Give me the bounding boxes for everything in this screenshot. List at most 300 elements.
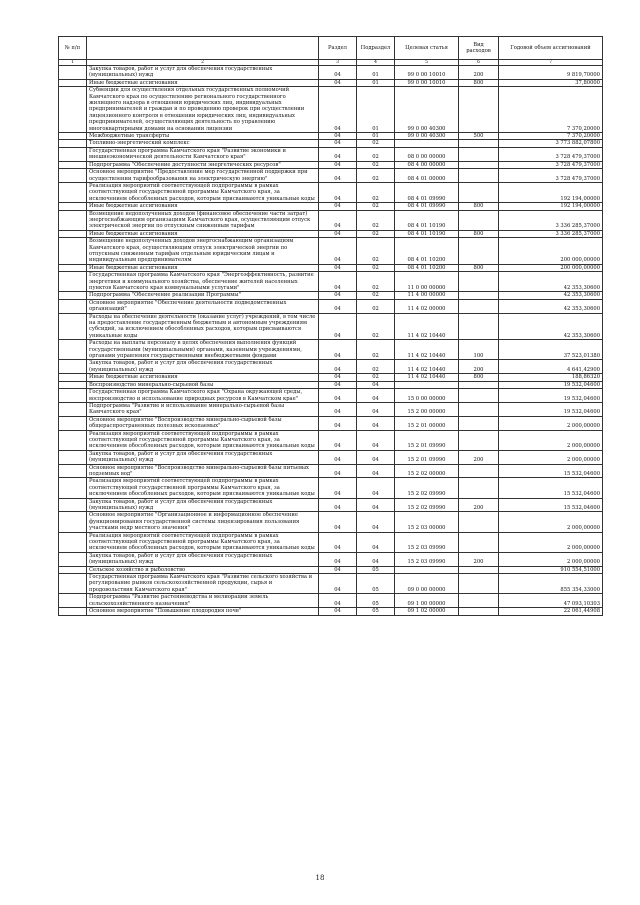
cell-name: Возмещение недополученных доходов энергоснабжающим организациям Камчатского края, осуществляющим отпуск электрической энергии по отпускным сниженным тарифам отдельным юридическим лицам и индивидуальным предпринимателям xyxy=(87,238,319,265)
header-target-article: Целевая статья xyxy=(395,37,459,60)
cell-name: Иные бюджетные ассигнования xyxy=(87,203,319,210)
cell-number xyxy=(59,416,87,430)
cell-razdel: 04 xyxy=(319,478,357,498)
cell-expense-type: 800 xyxy=(459,79,499,86)
cell-amount: 2 000,00000 xyxy=(499,430,603,450)
cell-podrazdel: 02 xyxy=(357,360,395,374)
cell-amount: 200 000,00000 xyxy=(499,238,603,265)
cell-expense-type xyxy=(459,512,499,532)
cell-name: Межбюджетные трансферты xyxy=(87,133,319,140)
cell-target-article: 08 4 01 09990 xyxy=(395,182,459,202)
cell-amount: 15 532,04600 xyxy=(499,498,603,512)
table-row xyxy=(59,464,603,478)
cell-name: Реализация мероприятий соответствующей подпрограммы в рамках соответствующей государственной программы Камчатского края, за исключением обособленных расходов, которым присваиваются уникальные коды xyxy=(87,532,319,552)
cell-name: Государственная программа Камчатского края "Развитие сельского хозяйства и регулирование рынков сельскохозяйственной продукции, сырья и продовольствия Камчатского края" xyxy=(87,574,319,594)
cell-name: Закупка товаров, работ и услуг для обеспечения государственных (муниципальных) нужд xyxy=(87,66,319,80)
cell-target-article: 11 4 02 10440 xyxy=(395,313,459,340)
cell-razdel: 04 xyxy=(319,402,357,416)
column-index: 5 xyxy=(395,60,459,66)
cell-target-article: 99 0 00 40300 xyxy=(395,133,459,140)
cell-target-article: 08 4 01 10200 xyxy=(395,264,459,271)
cell-name: Закупка товаров, работ и услуг для обеспечения государственных (муниципальных) нужд xyxy=(87,360,319,374)
cell-podrazdel: 04 xyxy=(357,381,395,388)
table-row xyxy=(59,478,603,498)
cell-target-article: 15 2 01 09990 xyxy=(395,450,459,464)
cell-podrazdel: 02 xyxy=(357,238,395,265)
cell-name: Воспроизводство минерально-сырьевой базы xyxy=(87,381,319,388)
cell-amount: 15 532,04600 xyxy=(499,478,603,498)
cell-expense-type: 200 xyxy=(459,66,499,80)
cell-expense-type: 200 xyxy=(459,360,499,374)
cell-name: Иные бюджетные ассигнования xyxy=(87,264,319,271)
cell-razdel: 04 xyxy=(319,292,357,299)
cell-amount: 47 093,10303 xyxy=(499,594,603,608)
cell-amount: 2 000,00000 xyxy=(499,512,603,532)
cell-name: Основное мероприятие "Воспроизводство минерально-сырьевой базы общераспространенных полезных ископаемых" xyxy=(87,416,319,430)
table-row xyxy=(59,230,603,237)
cell-number xyxy=(59,79,87,86)
column-index: 2 xyxy=(87,60,319,66)
cell-expense-type xyxy=(459,299,499,313)
cell-target-article xyxy=(395,140,459,147)
cell-razdel: 04 xyxy=(319,238,357,265)
cell-amount: 2 000,00000 xyxy=(499,450,603,464)
cell-amount: 42 353,30600 xyxy=(499,299,603,313)
cell-podrazdel: 04 xyxy=(357,552,395,566)
cell-number xyxy=(59,574,87,594)
cell-podrazdel: 02 xyxy=(357,264,395,271)
cell-expense-type: 800 xyxy=(459,374,499,381)
cell-expense-type: 200 xyxy=(459,498,499,512)
cell-target-article: 11 4 02 10440 xyxy=(395,340,459,360)
cell-name: Сельское хозяйство и рыболовство xyxy=(87,566,319,573)
cell-amount: 19 532,04600 xyxy=(499,381,603,388)
budget-table xyxy=(58,36,603,616)
cell-razdel: 04 xyxy=(319,594,357,608)
header-expense-type: Вид расходов xyxy=(459,37,499,60)
cell-razdel: 04 xyxy=(319,210,357,230)
header-name xyxy=(87,37,319,60)
cell-name: Возмещение недополученных доходов (финансовое обеспечение части затрат) энергоснабжающим организациям Камчатского края, осуществляющим отпуск электрической энергии по отпускным сниженным тарифам xyxy=(87,210,319,230)
cell-target-article: 09 1 02 00000 xyxy=(395,608,459,615)
cell-target-article: 08 4 01 10190 xyxy=(395,230,459,237)
cell-amount: 7 370,20000 xyxy=(499,133,603,140)
cell-amount: 3 336 285,37000 xyxy=(499,210,603,230)
cell-razdel: 04 xyxy=(319,299,357,313)
column-index: 6 xyxy=(459,60,499,66)
cell-target-article: 08 4 01 10200 xyxy=(395,238,459,265)
cell-razdel: 04 xyxy=(319,552,357,566)
cell-number xyxy=(59,238,87,265)
cell-amount: 4 641,42900 xyxy=(499,360,603,374)
cell-amount: 37,80000 xyxy=(499,79,603,86)
cell-expense-type xyxy=(459,292,499,299)
cell-number xyxy=(59,203,87,210)
table-row xyxy=(59,299,603,313)
cell-expense-type xyxy=(459,272,499,292)
cell-name: Государственная программа Камчатского края "Охрана окружающей среды, воспроизводство и использование природных ресурсов в Камчатском крае" xyxy=(87,389,319,403)
cell-razdel: 04 xyxy=(319,381,357,388)
cell-number xyxy=(59,566,87,573)
cell-number xyxy=(59,430,87,450)
table-row xyxy=(59,416,603,430)
table-row xyxy=(59,133,603,140)
table-row xyxy=(59,161,603,168)
table-row xyxy=(59,512,603,532)
cell-expense-type xyxy=(459,594,499,608)
cell-podrazdel: 02 xyxy=(357,161,395,168)
cell-razdel: 04 xyxy=(319,498,357,512)
cell-expense-type xyxy=(459,313,499,340)
cell-podrazdel: 02 xyxy=(357,340,395,360)
cell-amount: 37 523,01380 xyxy=(499,340,603,360)
table-row xyxy=(59,498,603,512)
header-razdel: Раздел xyxy=(319,37,357,60)
table-row xyxy=(59,389,603,403)
cell-name: Государственная программа Камчатского края "Развитие экономики и внешнеэкономической деятельности Камчатского края" xyxy=(87,147,319,161)
cell-podrazdel: 02 xyxy=(357,203,395,210)
cell-amount: 22 061,44908 xyxy=(499,608,603,615)
cell-number xyxy=(59,340,87,360)
cell-expense-type xyxy=(459,238,499,265)
cell-podrazdel: 04 xyxy=(357,402,395,416)
cell-razdel: 04 xyxy=(319,340,357,360)
column-index: 3 xyxy=(319,60,357,66)
cell-number xyxy=(59,594,87,608)
cell-target-article: 15 2 01 09990 xyxy=(395,430,459,450)
cell-expense-type: 500 xyxy=(459,133,499,140)
cell-amount: 3 336 285,37000 xyxy=(499,230,603,237)
cell-razdel: 04 xyxy=(319,566,357,573)
table-row xyxy=(59,313,603,340)
cell-podrazdel: 01 xyxy=(357,133,395,140)
cell-target-article: 15 2 02 09990 xyxy=(395,478,459,498)
cell-razdel: 04 xyxy=(319,512,357,532)
cell-expense-type: 800 xyxy=(459,203,499,210)
cell-number xyxy=(59,608,87,615)
header-number: № п/п xyxy=(59,37,87,60)
cell-podrazdel: 01 xyxy=(357,79,395,86)
cell-target-article: 15 2 03 00000 xyxy=(395,512,459,532)
cell-expense-type xyxy=(459,574,499,594)
column-index: 1 xyxy=(59,60,87,66)
cell-name: Закупка товаров, работ и услуг для обеспечения государственных (муниципальных) нужд xyxy=(87,552,319,566)
column-index: 7 xyxy=(499,60,603,66)
cell-target-article: 99 0 00 10010 xyxy=(395,79,459,86)
cell-expense-type: 800 xyxy=(459,264,499,271)
cell-name: Реализация мероприятий соответствующей подпрограммы в рамках соответствующей государственной программы Камчатского края, за исключением обособленных расходов, которым присваиваются уникальные коды xyxy=(87,182,319,202)
cell-name: Расходы на выплаты персоналу в целях обеспечения выполнения функций государственными (муниципальными) органами, казенными учреждениями, органами управления государственными внебюджетными фондами xyxy=(87,340,319,360)
cell-razdel: 04 xyxy=(319,360,357,374)
cell-target-article: 99 0 00 10010 xyxy=(395,66,459,80)
cell-razdel: 04 xyxy=(319,608,357,615)
cell-podrazdel: 02 xyxy=(357,374,395,381)
cell-podrazdel: 04 xyxy=(357,498,395,512)
cell-razdel: 04 xyxy=(319,161,357,168)
cell-number xyxy=(59,210,87,230)
cell-name: Топливно-энергетический комплекс xyxy=(87,140,319,147)
cell-amount: 3 728 479,37000 xyxy=(499,161,603,168)
cell-name: Основное мероприятие "Организационное и информационное обеспечение функционирования государственной системы лицензирования пользования участками недр местного значения" xyxy=(87,512,319,532)
table-row xyxy=(59,210,603,230)
table-row xyxy=(59,552,603,566)
cell-podrazdel: 02 xyxy=(357,210,395,230)
table-row xyxy=(59,381,603,388)
cell-razdel: 04 xyxy=(319,203,357,210)
cell-number xyxy=(59,512,87,532)
cell-razdel: 04 xyxy=(319,389,357,403)
cell-podrazdel: 04 xyxy=(357,416,395,430)
cell-name: Основное мероприятие "Обеспечение деятельности подведомственных организаций" xyxy=(87,299,319,313)
table-row xyxy=(59,169,603,183)
cell-podrazdel: 02 xyxy=(357,140,395,147)
cell-expense-type xyxy=(459,87,499,133)
cell-razdel: 04 xyxy=(319,87,357,133)
cell-number xyxy=(59,532,87,552)
cell-number xyxy=(59,264,87,271)
cell-expense-type xyxy=(459,416,499,430)
cell-name: Основное мероприятие "Предоставление мер государственной поддержки при осуществлении тарифообразования на электрическую энергию" xyxy=(87,169,319,183)
cell-amount: 855 354,33000 xyxy=(499,574,603,594)
cell-name: Подпрограмма "Обеспечение реализации Программы" xyxy=(87,292,319,299)
table-row xyxy=(59,182,603,202)
cell-podrazdel: 04 xyxy=(357,532,395,552)
cell-expense-type: 200 xyxy=(459,552,499,566)
cell-number xyxy=(59,464,87,478)
cell-amount: 42 353,30600 xyxy=(499,272,603,292)
cell-podrazdel: 02 xyxy=(357,272,395,292)
cell-name: Субвенции для осуществления отдельных государственных полномочий Камчатского края по осуществлению регионального государственного жилищного надзора в отношении юридических лиц, индивидуальных предпринимателей и граждан и по проведению проверок при осуществлении лицензионного контроля в отношении юридических лиц, индивидуальных предпринимателей, осуществляющих деятельность по управлению многоквартирными домами на основании лицензии xyxy=(87,87,319,133)
cell-expense-type xyxy=(459,532,499,552)
cell-target-article: 15 2 00 00000 xyxy=(395,402,459,416)
table-row xyxy=(59,574,603,594)
cell-expense-type xyxy=(459,182,499,202)
cell-amount: 188,86320 xyxy=(499,374,603,381)
cell-number xyxy=(59,313,87,340)
cell-target-article: 99 0 00 40300 xyxy=(395,87,459,133)
cell-amount: 9 819,70000 xyxy=(499,66,603,80)
cell-name: Подпрограмма "Развитие и использование минерально-сырьевой базы Камчатского края" xyxy=(87,402,319,416)
cell-target-article: 11 4 02 10440 xyxy=(395,360,459,374)
table-body xyxy=(59,66,603,616)
cell-target-article: 08 4 00 00000 xyxy=(395,161,459,168)
cell-razdel: 04 xyxy=(319,79,357,86)
cell-target-article: 15 2 03 09990 xyxy=(395,552,459,566)
table-row xyxy=(59,272,603,292)
cell-razdel: 04 xyxy=(319,464,357,478)
cell-number xyxy=(59,552,87,566)
table-row xyxy=(59,147,603,161)
table-row xyxy=(59,430,603,450)
cell-razdel: 04 xyxy=(319,374,357,381)
cell-number xyxy=(59,161,87,168)
cell-number xyxy=(59,374,87,381)
cell-podrazdel: 02 xyxy=(357,313,395,340)
cell-podrazdel: 04 xyxy=(357,450,395,464)
cell-number xyxy=(59,133,87,140)
cell-target-article: 08 0 00 00000 xyxy=(395,147,459,161)
cell-podrazdel: 05 xyxy=(357,566,395,573)
table-row xyxy=(59,340,603,360)
table-row xyxy=(59,292,603,299)
cell-razdel: 04 xyxy=(319,264,357,271)
cell-target-article: 15 2 02 09990 xyxy=(395,498,459,512)
cell-name: Иные бюджетные ассигнования xyxy=(87,374,319,381)
cell-razdel: 04 xyxy=(319,147,357,161)
cell-amount: 3 728 479,37000 xyxy=(499,147,603,161)
cell-number xyxy=(59,87,87,133)
cell-name: Основное мероприятие "Воспроизводство минерально-сырьевой базы питьевых подземных вод" xyxy=(87,464,319,478)
table-row xyxy=(59,87,603,133)
cell-expense-type: 100 xyxy=(459,340,499,360)
table-row xyxy=(59,566,603,573)
cell-razdel: 04 xyxy=(319,140,357,147)
cell-podrazdel: 05 xyxy=(357,594,395,608)
cell-name: Иные бюджетные ассигнования xyxy=(87,79,319,86)
cell-target-article: 11 0 00 00000 xyxy=(395,272,459,292)
cell-number xyxy=(59,389,87,403)
cell-podrazdel: 04 xyxy=(357,478,395,498)
cell-razdel: 04 xyxy=(319,574,357,594)
cell-amount: 3 773 882,07800 xyxy=(499,140,603,147)
table-row xyxy=(59,532,603,552)
cell-name: Подпрограмма "Обеспечение доступности энергетических ресурсов" xyxy=(87,161,319,168)
cell-name: Расходы на обеспечение деятельности (оказание услуг) учреждений, в том числе на предоставление государственным бюджетным и автономным учреждениям субсидий, за исключением обособленных расходов, которым присваиваются уникальные коды xyxy=(87,313,319,340)
cell-name: Основное мероприятие "Повышение плодородия почв" xyxy=(87,608,319,615)
cell-target-article: 15 2 03 09990 xyxy=(395,532,459,552)
cell-podrazdel: 02 xyxy=(357,292,395,299)
cell-number xyxy=(59,360,87,374)
page-number: 18 xyxy=(315,874,325,882)
table-row xyxy=(59,608,603,615)
cell-target-article: 09 0 00 00000 xyxy=(395,574,459,594)
cell-amount: 192 194,00000 xyxy=(499,182,603,202)
cell-target-article: 08 4 01 10190 xyxy=(395,210,459,230)
cell-number xyxy=(59,299,87,313)
cell-amount: 3 728 479,37000 xyxy=(499,169,603,183)
cell-name: Государственная программа Камчатского края "Энергоэффективность, развитие энергетики и коммунального хозяйства, обеспечение жителей населенных пунктов Камчатского края коммунальными услугами" xyxy=(87,272,319,292)
cell-number xyxy=(59,169,87,183)
cell-target-article: 15 0 00 00000 xyxy=(395,389,459,403)
cell-target-article: 11 4 02 00000 xyxy=(395,299,459,313)
cell-target-article: 15 2 01 00000 xyxy=(395,416,459,430)
cell-number xyxy=(59,402,87,416)
cell-podrazdel: 01 xyxy=(357,66,395,80)
table-row xyxy=(59,374,603,381)
table-header-row xyxy=(59,37,603,60)
cell-number xyxy=(59,381,87,388)
cell-podrazdel: 05 xyxy=(357,608,395,615)
table-row xyxy=(59,594,603,608)
cell-podrazdel: 04 xyxy=(357,464,395,478)
cell-name: Закупка товаров, работ и услуг для обеспечения государственных (муниципальных) нужд xyxy=(87,498,319,512)
cell-target-article: 11 4 00 00000 xyxy=(395,292,459,299)
cell-target-article xyxy=(395,566,459,573)
cell-expense-type xyxy=(459,402,499,416)
cell-podrazdel: 01 xyxy=(357,87,395,133)
cell-expense-type xyxy=(459,381,499,388)
table-row xyxy=(59,66,603,80)
cell-razdel: 04 xyxy=(319,532,357,552)
cell-expense-type: 200 xyxy=(459,450,499,464)
cell-amount: 910 554,51000 xyxy=(499,566,603,573)
cell-expense-type xyxy=(459,430,499,450)
cell-razdel: 04 xyxy=(319,450,357,464)
cell-podrazdel: 04 xyxy=(357,512,395,532)
cell-expense-type xyxy=(459,147,499,161)
cell-podrazdel: 02 xyxy=(357,169,395,183)
header-annual-amount: Годовой объем ассигнований xyxy=(499,37,603,60)
cell-razdel: 04 xyxy=(319,182,357,202)
cell-amount: 192 194,00000 xyxy=(499,203,603,210)
table-row xyxy=(59,264,603,271)
cell-amount: 7 370,20000 xyxy=(499,87,603,133)
cell-name: Закупка товаров, работ и услуг для обеспечения государственных (муниципальных) нужд xyxy=(87,450,319,464)
cell-podrazdel: 04 xyxy=(357,430,395,450)
cell-amount: 19 532,04600 xyxy=(499,402,603,416)
cell-name: Подпрограмма "Развитие растениеводства и мелиорации земель сельскохозяйственного назначения" xyxy=(87,594,319,608)
cell-razdel: 04 xyxy=(319,430,357,450)
cell-expense-type xyxy=(459,161,499,168)
cell-number xyxy=(59,272,87,292)
cell-number xyxy=(59,140,87,147)
cell-target-article: 09 1 00 00000 xyxy=(395,594,459,608)
cell-name: Иные бюджетные ассигнования xyxy=(87,230,319,237)
cell-number xyxy=(59,230,87,237)
cell-razdel: 04 xyxy=(319,169,357,183)
cell-expense-type xyxy=(459,608,499,615)
cell-name: Реализация мероприятий соответствующей подпрограммы в рамках соответствующей государственной программы Камчатского края, за исключением обособленных расходов, которым присваиваются уникальные коды xyxy=(87,478,319,498)
column-index: 4 xyxy=(357,60,395,66)
cell-number xyxy=(59,498,87,512)
cell-podrazdel: 02 xyxy=(357,230,395,237)
cell-target-article xyxy=(395,381,459,388)
cell-name: Реализация мероприятий соответствующей подпрограммы в рамках соответствующей государственной программы Камчатского края, за исключением обособленных расходов, которым присваиваются уникальные коды xyxy=(87,430,319,450)
cell-expense-type xyxy=(459,169,499,183)
cell-expense-type xyxy=(459,464,499,478)
cell-amount: 19 532,04600 xyxy=(499,389,603,403)
cell-amount: 2 000,00000 xyxy=(499,532,603,552)
cell-podrazdel: 04 xyxy=(357,389,395,403)
cell-number xyxy=(59,478,87,498)
cell-razdel: 04 xyxy=(319,416,357,430)
header-podrazdel: Подраздел xyxy=(357,37,395,60)
table-row xyxy=(59,450,603,464)
cell-amount: 2 000,00000 xyxy=(499,416,603,430)
cell-podrazdel: 02 xyxy=(357,147,395,161)
cell-expense-type xyxy=(459,478,499,498)
cell-number xyxy=(59,292,87,299)
table-row xyxy=(59,140,603,147)
cell-podrazdel: 02 xyxy=(357,182,395,202)
cell-number xyxy=(59,147,87,161)
cell-razdel: 04 xyxy=(319,230,357,237)
table-row xyxy=(59,238,603,265)
cell-podrazdel: 02 xyxy=(357,299,395,313)
cell-podrazdel: 05 xyxy=(357,574,395,594)
table-row xyxy=(59,79,603,86)
cell-expense-type: 800 xyxy=(459,230,499,237)
cell-amount: 2 000,00000 xyxy=(499,552,603,566)
cell-target-article: 15 2 02 00000 xyxy=(395,464,459,478)
cell-target-article: 08 4 01 00000 xyxy=(395,169,459,183)
cell-razdel: 04 xyxy=(319,313,357,340)
table-row xyxy=(59,360,603,374)
cell-expense-type xyxy=(459,566,499,573)
cell-amount: 200 000,00000 xyxy=(499,264,603,271)
cell-expense-type xyxy=(459,140,499,147)
cell-amount: 42 353,30600 xyxy=(499,292,603,299)
